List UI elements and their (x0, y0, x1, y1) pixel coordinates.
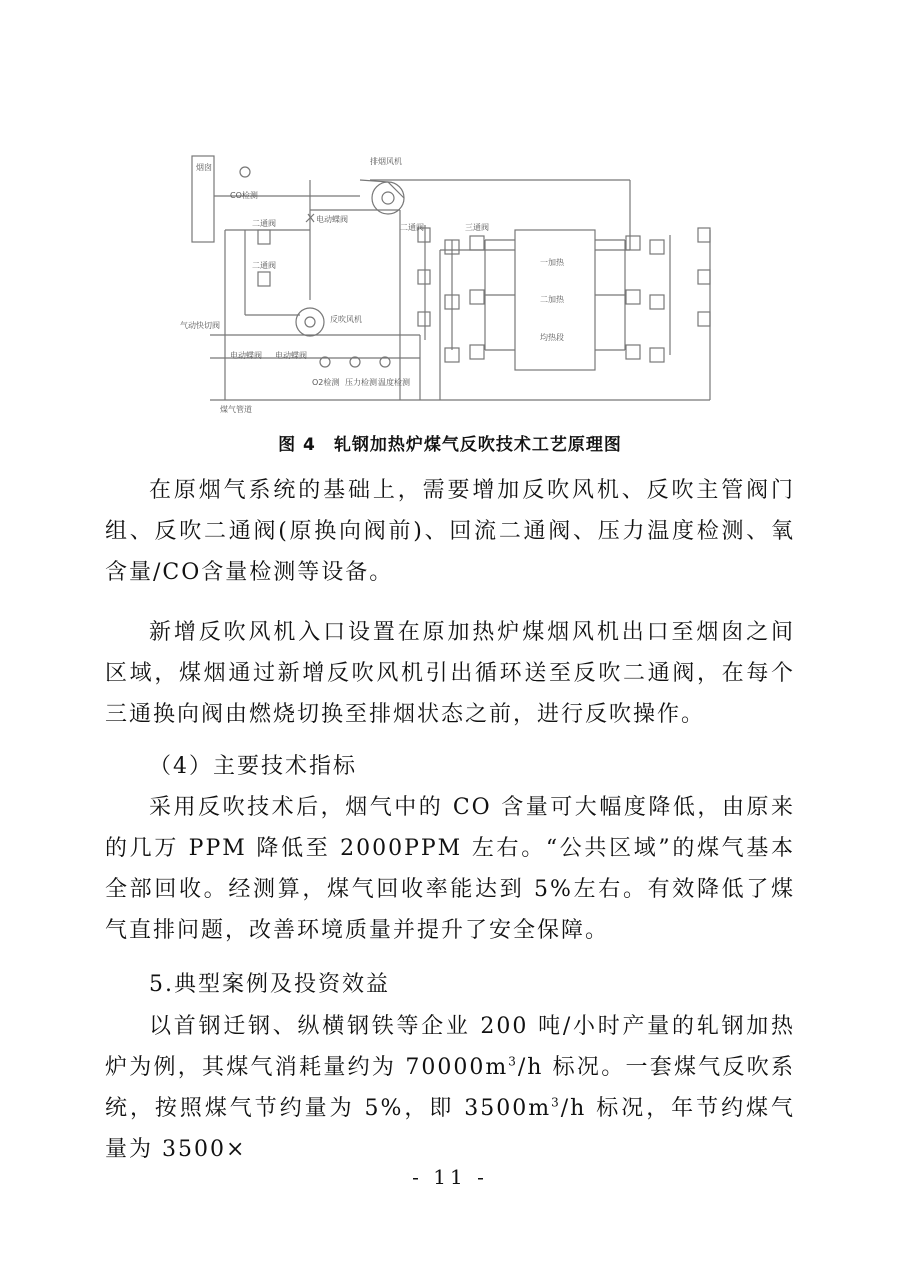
label-co-detect: CO检测 (230, 191, 258, 200)
process-diagram-svg (180, 150, 730, 420)
figure-caption: 图 4 轧钢加热炉煤气反吹技术工艺原理图 (278, 435, 622, 455)
superscript-2: 3 (551, 1095, 561, 1110)
page-number: - 11 - (412, 1165, 488, 1189)
label-electric-valve: 电动蝶阀 (316, 215, 348, 224)
paragraph-4-part-a: 以首钢迁钢、纵横钢铁等企业 200 吨/小时产量的轧钢加热炉为例，其煤气消耗量约为 70000m (105, 1014, 795, 1080)
section-heading-cases: 5.典型案例及投资效益 (149, 972, 390, 997)
label-zone3: 均热段 (540, 333, 564, 342)
label-zone1: 一加热 (540, 258, 564, 267)
process-diagram (180, 150, 730, 420)
label-chimney: 烟囱 (196, 163, 212, 172)
paragraph-3: 采用反吹技术后，烟气中的 CO 含量可大幅度降低，由原来的几万 PPM 降低至 2000PPM 左右。“公共区域”的煤气基本全部回收。经测算，煤气回收率能达到 5%左右。有效降低了煤气直排问题，改善环境质量并提升了安全保障。 (105, 795, 795, 943)
paragraph-4-part-c: /h 标况，年节约煤气量为 3500× (105, 1096, 795, 1162)
paragraph-4 (105, 1006, 795, 1170)
label-gas-pipe: 煤气管道 (220, 405, 252, 414)
label-temp-detect: 温度检测 (378, 378, 410, 387)
paragraph-1: 在原烟气系统的基础上，需要增加反吹风机、反吹主管阀门组、反吹二通阀(原换向阀前)、回流二通阀、压力温度检测、氧含量/CO含量检测等设备。 (105, 478, 795, 585)
exhaust-fan-shape (372, 182, 404, 214)
label-two-way-valve-1: 二通阀 (252, 219, 276, 228)
label-exhaust-fan: 排烟风机 (370, 157, 402, 166)
paragraph-2: 新增反吹风机入口设置在原加热炉煤烟风机出口至烟囱之间区域，煤烟通过新增反吹风机引出循环送至反吹二通阀，在每个三通换向阀由燃烧切换至排烟状态之前，进行反吹操作。 (105, 620, 795, 727)
label-pressure-detect: 压力检测 (345, 378, 377, 387)
reverse-fan-shape (296, 308, 324, 336)
section-heading-indicators: （4）主要技术指标 (149, 754, 357, 779)
label-reverse-fan: 反吹风机 (330, 315, 362, 324)
label-electric-butterfly-2: 电动蝶阀 (275, 351, 307, 360)
paragraph-4-part-b: /h 标况。一套煤气反吹系统，按照煤气节约量为 5%，即 3500m (105, 1055, 796, 1121)
label-two-way-valve-2: 二通阀 (252, 261, 276, 270)
label-two-way-valve-3: 二通阀 (400, 223, 424, 232)
label-o2-detect: O2检测 (312, 378, 340, 387)
label-three-way-valve: 三通阀 (465, 223, 489, 232)
label-pneumatic-valve: 气动快切阀 (180, 321, 220, 330)
superscript-1: 3 (508, 1054, 518, 1069)
label-electric-butterfly-1: 电动蝶阀 (230, 351, 262, 360)
label-zone2: 二加热 (540, 295, 564, 304)
